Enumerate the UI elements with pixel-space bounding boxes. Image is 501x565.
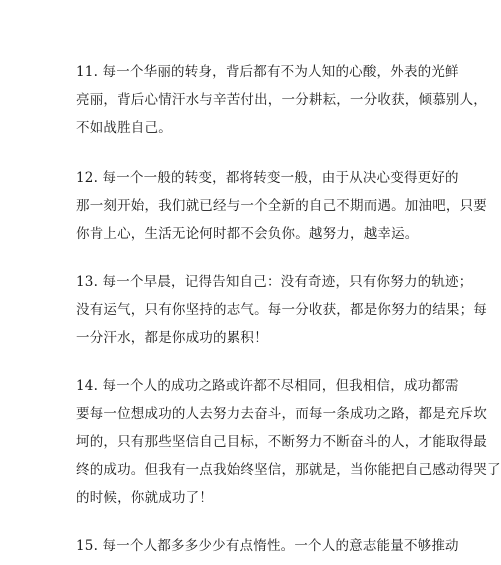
text-line: 不如战胜自己。 — [76, 120, 172, 136]
text-line: 12. 每一个一般的转变，都将转变一般，由于从决心变得更好的 — [76, 170, 459, 186]
text-line: 没有运气，只有你坚持的志气。每一分收获，都是你努力的结果；每 — [76, 302, 487, 318]
text-line: 13. 每一个早晨，记得告知自己：没有奇迹，只有你努力的轨迹； — [76, 274, 473, 290]
paragraph-11 — [76, 58, 487, 142]
text-line: 亮丽，背后心情汗水与辛苦付出，一分耕耘，一分收获，倾慕别人， — [76, 92, 487, 108]
text-line: 要每一位想成功的人去努力去奋斗，而每一条成功之路，都是充斥坎 — [76, 406, 487, 422]
text-line: 坷的，只有那些坚信自己目标，不断努力不断奋斗的人，才能取得最 — [76, 434, 487, 450]
paragraph-15 — [76, 532, 459, 560]
paragraph-14 — [76, 372, 501, 512]
text-line: 15. 每一个人都多多少少有点惰性。一个人的意志能量不够推动 — [76, 538, 459, 554]
text-line: 14. 每一个人的成功之路或许都不尽相同，但我相信，成功都需 — [76, 378, 459, 394]
text-line: 的时候，你就成功了！ — [76, 490, 213, 506]
text-line: 一分汗水，都是你成功的累积！ — [76, 330, 268, 346]
text-line: 11. 每一个华丽的转身，背后都有不为人知的心酸，外表的光鲜 — [76, 64, 459, 80]
text-line: 你肯上心，生活无论何时都不会负你。越努力，越幸运。 — [76, 226, 419, 242]
text-line: 终的成功。但我有一点我始终坚信，那就是，当你能把自己感动得哭了 — [76, 462, 501, 478]
text-line: 那一刻开始，我们就已经与一个全新的自己不期而遇。加油吧，只要 — [76, 198, 487, 214]
paragraph-13 — [76, 268, 487, 352]
paragraph-12 — [76, 164, 487, 248]
